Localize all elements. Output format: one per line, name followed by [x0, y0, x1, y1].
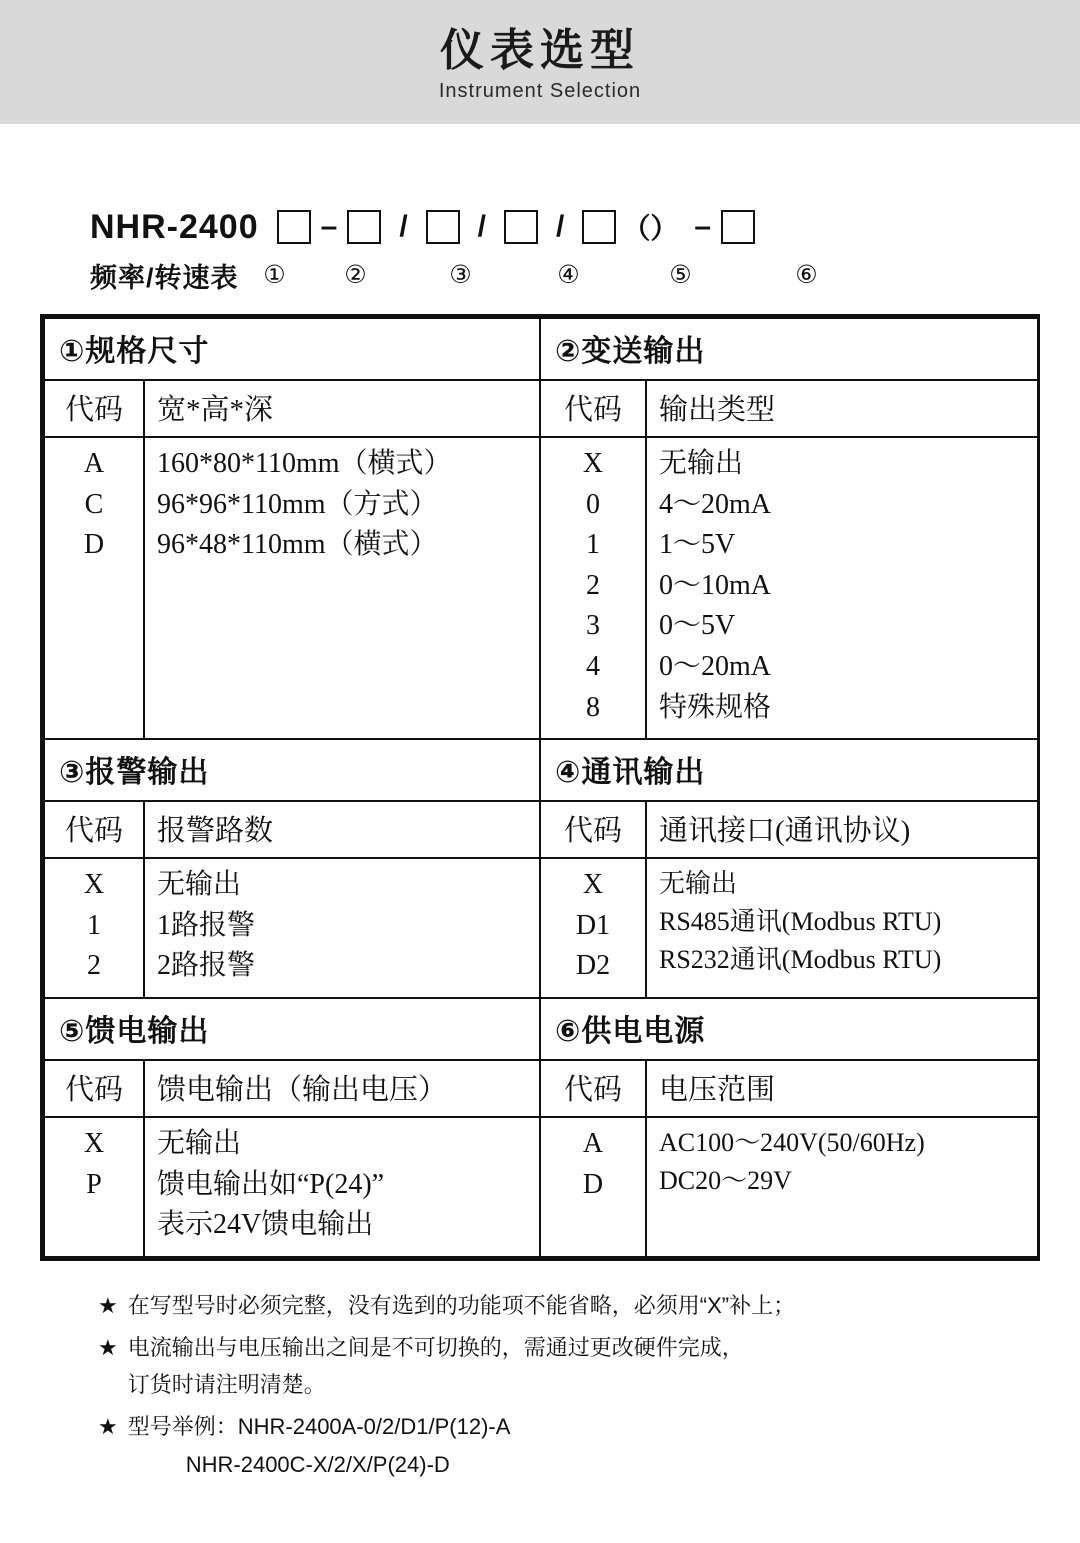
page-title: 仪表选型: [440, 26, 640, 76]
desc-item: 表示24V馈电输出: [157, 1209, 374, 1241]
section-title-alarm-output: ③报警输出: [44, 739, 540, 801]
desc-item: 无输出: [659, 448, 744, 479]
model-dash: –: [320, 210, 338, 243]
desc-item: AC100～240V(50/60Hz): [659, 1127, 925, 1157]
desc-item: 0～10mA: [659, 569, 772, 601]
table-row: [44, 380, 1038, 437]
section-title-power-supply: ⑥供电电源: [540, 998, 1038, 1060]
table-row: [44, 1060, 1038, 1117]
table-row: [44, 318, 1038, 380]
colhead-desc-transmit-output: 输出类型: [646, 380, 1038, 437]
table-row: [44, 858, 1038, 998]
code-item: C: [84, 488, 104, 520]
colhead-code-power-supply: 代码: [540, 1060, 646, 1117]
star-icon: ★: [98, 1414, 118, 1440]
desc-item: 无输出: [157, 1127, 242, 1159]
model-slash-2: /: [477, 210, 486, 243]
code-item: X: [83, 869, 105, 901]
section-title-spec-size: ①规格尺寸: [44, 318, 540, 380]
descs-transmit-output: [646, 437, 1038, 739]
code-item: D: [582, 1168, 604, 1200]
codes-alarm-output: [44, 858, 144, 998]
code-item: 2: [87, 950, 101, 982]
desc-item: 馈电输出如“P(24)”: [157, 1168, 385, 1200]
colhead-desc-power-supply: 电压范围: [646, 1060, 1038, 1117]
note-item: [98, 1408, 1040, 1484]
note-example-1: 型号举例：NHR-2400A-0/2/D1/P(12)-A: [127, 1414, 511, 1440]
code-item: D2: [575, 950, 611, 982]
code-item: 8: [586, 691, 600, 723]
model-slot-4: [504, 210, 538, 244]
descs-power-supply: [646, 1117, 1038, 1257]
page-subtitle: Instrument Selection: [438, 79, 642, 102]
section-title-transmit-output: ②变送输出: [540, 318, 1038, 380]
desc-item: 0～20mA: [659, 650, 772, 682]
table-row: [44, 739, 1038, 801]
table-row: [44, 998, 1038, 1060]
code-item: 1: [87, 909, 101, 941]
code-item: A: [582, 1127, 604, 1159]
desc-item: 96*96*110mm（方式）: [157, 488, 438, 520]
selection-table: [40, 314, 1040, 1261]
code-item: 3: [586, 610, 600, 642]
desc-item: RS485通讯(Modbus RTU): [659, 906, 942, 936]
mark-3: ③: [449, 261, 472, 289]
code-item: D1: [575, 909, 611, 941]
colhead-code-transmit-output: 代码: [540, 380, 646, 437]
colhead-desc-feed-output: 馈电输出（输出电压）: [144, 1060, 540, 1117]
desc-item: DC20～29V: [659, 1165, 792, 1195]
code-item: X: [582, 869, 604, 901]
colhead-code-spec-size: 代码: [44, 380, 144, 437]
model-code-row: [90, 202, 1080, 252]
mark-4: ④: [557, 261, 580, 289]
model-slash-3: /: [556, 210, 565, 243]
code-item: 2: [586, 569, 600, 601]
model-paren: （）: [622, 213, 679, 244]
model-slot-5: [582, 210, 616, 244]
codes-comm-output: [540, 858, 646, 998]
meter-type-label: 频率/转速表: [90, 262, 239, 293]
desc-item: 4～20mA: [659, 488, 772, 520]
section-title-feed-output: ⑤馈电输出: [44, 998, 540, 1060]
notes-section: [40, 1287, 1040, 1484]
table-row: [44, 1117, 1038, 1257]
colhead-desc-spec-size: 宽*高*深: [144, 380, 540, 437]
mark-1: ①: [263, 261, 286, 289]
note-text: 在写型号时必须完整，没有选到的功能项不能省略，必须用“X”补上；: [127, 1292, 796, 1318]
mark-6: ⑥: [795, 261, 818, 289]
model-slot-2: [347, 210, 381, 244]
model-final-dash: –: [694, 210, 712, 243]
mark-2: ②: [344, 261, 367, 289]
desc-item: RS232通讯(Modbus RTU): [659, 944, 942, 974]
desc-item: 96*48*110mm（横式）: [157, 529, 438, 561]
colhead-code-alarm-output: 代码: [44, 801, 144, 858]
model-slot-3: [426, 210, 460, 244]
codes-power-supply: [540, 1117, 646, 1257]
descs-feed-output: [144, 1117, 540, 1257]
note-item: [98, 1287, 1040, 1325]
code-item: D: [83, 529, 105, 561]
model-legend-row: [90, 254, 1080, 296]
page-header: [0, 0, 1080, 124]
desc-item: 无输出: [659, 869, 738, 899]
colhead-desc-comm-output: 通讯接口(通讯协议): [646, 801, 1038, 858]
model-slot-6: [721, 210, 755, 244]
code-item: X: [83, 1127, 105, 1159]
model-prefix: NHR-2400: [90, 207, 259, 246]
note-text-continued: 订货时请注明清楚。: [127, 1372, 326, 1398]
section-title-comm-output: ④通讯输出: [540, 739, 1038, 801]
star-icon: ★: [98, 1292, 118, 1318]
table-row: [44, 801, 1038, 858]
model-slot-1: [277, 210, 311, 244]
mark-5: ⑤: [669, 261, 692, 289]
model-slash-1: /: [399, 210, 408, 243]
table-row: [44, 437, 1038, 739]
code-item: 0: [586, 488, 600, 520]
codes-transmit-output: [540, 437, 646, 739]
descs-spec-size: [144, 437, 540, 739]
model-code-diagram: [0, 202, 1080, 296]
codes-spec-size: [44, 437, 144, 739]
code-item: X: [582, 448, 604, 479]
colhead-code-comm-output: 代码: [540, 801, 646, 858]
desc-item: 0～5V: [659, 610, 736, 642]
note-example-2: NHR-2400C-X/2/X/P(24)-D: [185, 1452, 450, 1478]
code-item: 4: [586, 650, 600, 682]
colhead-code-feed-output: 代码: [44, 1060, 144, 1117]
colhead-desc-alarm-output: 报警路数: [144, 801, 540, 858]
desc-item: 特殊规格: [659, 691, 772, 723]
code-item: A: [83, 448, 105, 479]
descs-comm-output: [646, 858, 1038, 998]
desc-item: 2路报警: [157, 950, 256, 982]
code-item: 1: [586, 529, 600, 561]
note-text: 电流输出与电压输出之间是不可切换的，需通过更改硬件完成，: [127, 1334, 744, 1360]
desc-item: 1～5V: [659, 529, 736, 561]
desc-item: 无输出: [157, 869, 242, 901]
desc-item: 1路报警: [157, 909, 256, 941]
star-icon: ★: [98, 1334, 118, 1360]
note-item: [98, 1329, 1040, 1405]
desc-item: 160*80*110mm（横式）: [157, 448, 452, 479]
descs-alarm-output: [144, 858, 540, 998]
code-item: P: [86, 1168, 102, 1200]
codes-feed-output: [44, 1117, 144, 1257]
